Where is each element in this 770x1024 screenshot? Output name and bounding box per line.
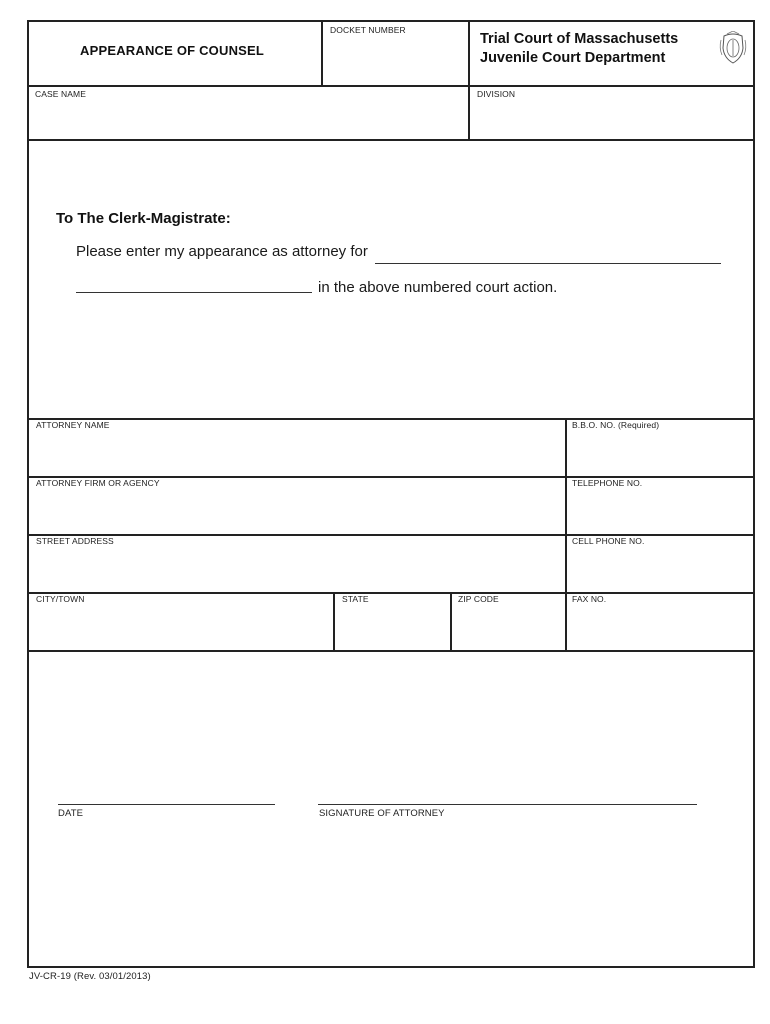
divider bbox=[450, 592, 452, 652]
street-address-field[interactable] bbox=[30, 549, 563, 591]
appearance-text: Please enter my appearance as attorney for bbox=[76, 243, 368, 260]
court-name-line2: Juvenile Court Department bbox=[480, 50, 666, 66]
city-town-field[interactable] bbox=[30, 607, 331, 649]
case-name-label: CASE NAME bbox=[35, 89, 86, 99]
salutation: To The Clerk-Magistrate: bbox=[56, 210, 231, 227]
signature-label: SIGNATURE OF ATTORNEY bbox=[319, 808, 445, 819]
zip-code-label: ZIP CODE bbox=[458, 594, 499, 604]
division-label: DIVISION bbox=[477, 89, 516, 99]
date-label: DATE bbox=[58, 808, 84, 819]
divider bbox=[27, 650, 755, 652]
signature-line[interactable] bbox=[318, 804, 697, 805]
client-name-line-continued[interactable] bbox=[76, 292, 312, 293]
client-name-line[interactable] bbox=[375, 263, 721, 264]
state-label: STATE bbox=[342, 594, 369, 604]
fax-number-label: FAX NO. bbox=[572, 594, 607, 604]
date-line[interactable] bbox=[58, 804, 275, 805]
telephone-field[interactable] bbox=[568, 491, 753, 533]
fax-number-field[interactable] bbox=[568, 607, 753, 649]
divider bbox=[27, 85, 755, 87]
attorney-name-field[interactable] bbox=[30, 433, 563, 475]
court-action-text: in the above numbered court action. bbox=[318, 279, 558, 296]
divider bbox=[468, 20, 470, 140]
attorney-name-label: ATTORNEY NAME bbox=[36, 420, 110, 430]
bbo-number-label: B.B.O. NO. (Required) bbox=[572, 420, 660, 430]
form-code: JV-CR-19 (Rev. 03/01/2013) bbox=[29, 971, 151, 982]
zip-code-field[interactable] bbox=[453, 607, 563, 649]
cell-phone-label: CELL PHONE NO. bbox=[572, 536, 645, 546]
city-town-label: CITY/TOWN bbox=[36, 594, 85, 604]
divider bbox=[27, 534, 755, 536]
case-name-field[interactable] bbox=[30, 102, 466, 138]
state-field[interactable] bbox=[336, 607, 448, 649]
street-address-label: STREET ADDRESS bbox=[36, 536, 114, 546]
docket-number-label: DOCKET NUMBER bbox=[330, 25, 406, 35]
form-title: APPEARANCE OF COUNSEL bbox=[80, 43, 265, 58]
cell-phone-field[interactable] bbox=[568, 549, 753, 591]
divider bbox=[321, 20, 323, 86]
bbo-number-field[interactable] bbox=[568, 433, 753, 475]
court-name-line1: Trial Court of Massachusetts bbox=[480, 31, 679, 47]
telephone-label: TELEPHONE NO. bbox=[572, 478, 643, 488]
divider bbox=[333, 592, 335, 652]
attorney-firm-field[interactable] bbox=[30, 491, 563, 533]
massachusetts-seal-icon bbox=[718, 31, 748, 65]
divider bbox=[27, 139, 755, 141]
divider bbox=[27, 592, 755, 594]
division-field[interactable] bbox=[471, 102, 753, 138]
docket-number-field[interactable] bbox=[324, 38, 466, 84]
attorney-firm-label: ATTORNEY FIRM OR AGENCY bbox=[36, 478, 160, 488]
divider bbox=[565, 418, 567, 652]
